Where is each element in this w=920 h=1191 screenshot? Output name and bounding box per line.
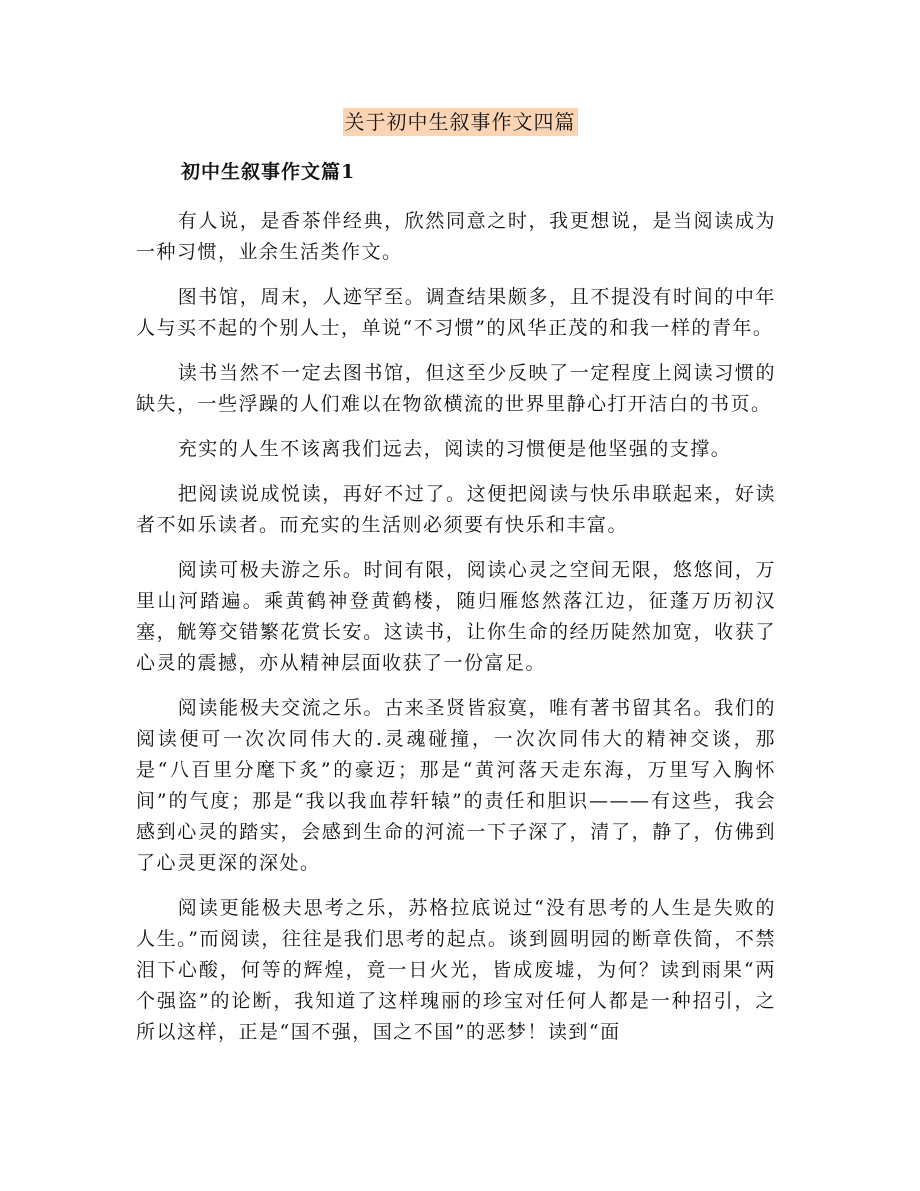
paragraph: 有人说，是香茶伴经典，欣然同意之时，我更想说，是当阅读成为一种习惯，业余生活类作文。: [136, 210, 776, 263]
paragraph: 把阅读说成悦读，再好不过了。这便把阅读与快乐串联起来，好读者不如乐读者。而充实的生活则必须要有快乐和丰富。: [136, 483, 776, 536]
document-title: 关于初中生叙事作文四篇: [344, 110, 576, 134]
paragraph: 阅读更能极夫思考之乐，苏格拉底说过“没有思考的人生是失败的人生。”而阅读，往往是我们思考的起点。谈到圆明园的断章佚简，不禁泪下心酸，何等的辉煌，竟一日火光，皆成废墟，为何？读到雨果“两个强盗”的论断，我知道了这样瑰丽的珍宝对任何人都是一种招引，之所以这样，正是“国不强，国之不国”的恶梦！读到“面: [136, 897, 776, 1043]
paragraph: 读书当然不一定去图书馆，但这至少反映了一定程度上阅读习惯的缺失，一些浮躁的人们难以在物欲横流的世界里静心打开洁白的书页。: [136, 362, 776, 415]
paragraph: 阅读能极夫交流之乐。古来圣贤皆寂寞，唯有著书留其名。我们的阅读便可一次次同伟大的.灵魂碰撞，一次次同伟大的精神交谈，那是“八百里分麾下炙”的豪迈；那是“黄河落天走东海，万里写入胸怀间”的气度；那是“我以我血荐轩辕”的责任和胆识———有这些，我会感到心灵的踏实，会感到生命的河流一下子深了，清了，静了，仿佛到了心灵更深的深处。: [136, 697, 776, 874]
body-text: [136, 206, 776, 1062]
paragraph: 阅读可极夫游之乐。时间有限，阅读心灵之空间无限，悠悠间，万里山河踏遍。乘黄鹤神登黄鹤楼，随归雁悠然落江边，征蓬万历初汉塞，觥筹交错繁花赏长安。这读书，让你生命的经历陡然加宽，收获了心灵的震撼，亦从精神层面收获了一份富足。: [136, 559, 776, 674]
paragraph: 图书馆，周末，人迹罕至。调查结果颇多，且不提没有时间的中年人与买不起的个别人士，单说“不习惯”的风华正茂的和我一样的青年。: [136, 286, 776, 339]
section-heading: 初中生叙事作文篇1: [181, 161, 356, 183]
title-block: [0, 108, 920, 136]
paragraph: 充实的人生不该离我们远去，阅读的习惯便是他坚强的支撑。: [177, 438, 732, 460]
